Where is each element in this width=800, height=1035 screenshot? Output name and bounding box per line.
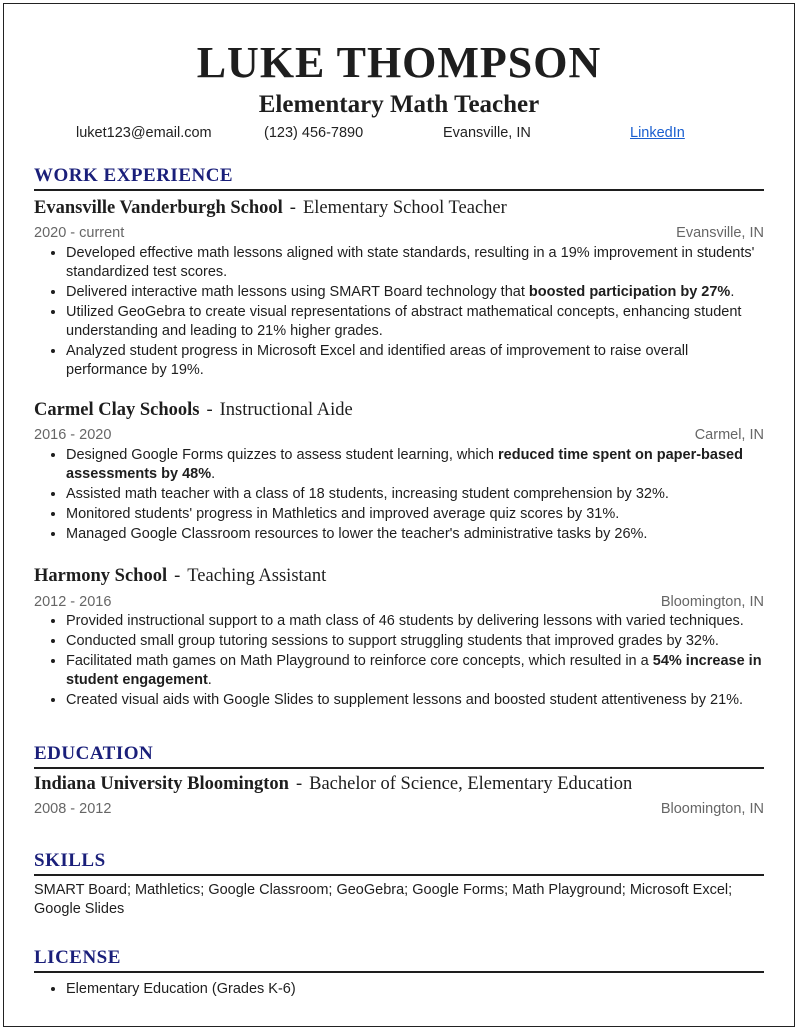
job-dates: 2020 - current — [34, 225, 125, 241]
education-location: Bloomington, IN — [660, 801, 764, 817]
linkedin-link[interactable]: LinkedIn — [630, 125, 685, 141]
job-title: Elementary Math Teacher — [258, 91, 540, 118]
list-item: • Developed effective math lessons aligned with state standards, resulting in a 19% improvement in students' standardized test scores. — [66, 244, 764, 282]
job-header — [34, 196, 764, 220]
job-role: Instructional Aide — [219, 400, 353, 420]
job-meta — [34, 224, 764, 242]
list-item: • Elementary Education (Grades K-6) — [66, 980, 764, 999]
list-item: • Facilitated math games on Math Playground to reinforce core concepts, which resulted in a 54% increase in student engagement. — [66, 652, 764, 690]
job-location: Carmel, IN — [694, 427, 764, 443]
separator: - — [174, 566, 181, 586]
job-meta — [34, 593, 764, 611]
phone-text: (123) 456-7890 — [264, 125, 364, 141]
contact-row — [4, 125, 794, 145]
education-meta — [34, 800, 764, 818]
degree: Bachelor of Science, — [309, 774, 463, 794]
school-name: Indiana University Bloomington — [34, 774, 289, 794]
location-text: Evansville, IN — [443, 125, 531, 141]
field-of-study: Elementary Education — [467, 774, 633, 794]
email-text: luket123@email.com — [76, 125, 212, 141]
job-dates: 2012 - 2016 — [34, 594, 112, 610]
job-location: Evansville, IN — [676, 225, 764, 241]
job-meta — [34, 426, 764, 444]
list-item: • Managed Google Classroom resources to lower the teacher's administrative tasks by 26%. — [66, 525, 764, 544]
license-list — [34, 980, 764, 1000]
job-bullets — [34, 244, 764, 381]
job-bullets — [34, 446, 764, 545]
separator: - — [206, 400, 213, 420]
list-item: • Analyzed student progress in Microsoft Excel and identified areas of improvement to raise overall performance by 19%. — [66, 342, 764, 380]
job-role: Teaching Assistant — [187, 566, 327, 586]
list-item: • Monitored students' progress in Mathletics and improved average quiz scores by 31%. — [66, 505, 764, 524]
education-heading: EDUCATION — [34, 742, 764, 769]
list-item: • Provided instructional support to a math class of 46 students by delivering lessons with varied techniques. — [66, 612, 764, 631]
list-item: • Conducted small group tutoring sessions to support struggling students that improved grades by 32%. — [66, 632, 764, 651]
list-item: • Utilized GeoGebra to create visual representations of abstract mathematical concepts, enhancing student understanding and leading to 21% higher grades. — [66, 303, 764, 341]
resume-page — [3, 3, 795, 1027]
separator: - — [295, 774, 303, 794]
job-dates: 2016 - 2020 — [34, 427, 112, 443]
job-header — [34, 398, 764, 422]
employer-name: Carmel Clay Schools — [34, 400, 200, 420]
employer-name: Harmony School — [34, 566, 168, 586]
skills-text: SMART Board; Mathletics; Google Classroom; GeoGebra; Google Forms; Math Playground; Microsoft Excel; Google Slides — [34, 882, 733, 917]
employer-name: Evansville Vanderburgh School — [34, 198, 283, 218]
separator: - — [289, 198, 296, 218]
job-header — [34, 564, 764, 588]
skills-heading: SKILLS — [34, 849, 764, 876]
job-role: Elementary School Teacher — [302, 198, 507, 218]
education-dates: 2008 - 2012 — [34, 801, 112, 817]
list-item: • Delivered interactive math lessons using SMART Board technology that boosted participation by 27%. — [66, 283, 764, 302]
work-experience-heading: WORK EXPERIENCE — [34, 164, 764, 191]
list-item: • Assisted math teacher with a class of 18 students, increasing student comprehension by 32%. — [66, 485, 764, 504]
candidate-name: LUKE THOMPSON — [196, 38, 602, 87]
job-bullets — [34, 612, 764, 711]
list-item: • Designed Google Forms quizzes to assess student learning, which reduced time spent on paper-based assessments by 48%. — [66, 446, 764, 484]
education-header — [34, 772, 764, 796]
list-item: • Created visual aids with Google Slides to supplement lessons and boosted student attentiveness by 21%. — [66, 691, 764, 710]
license-heading: LICENSE — [34, 946, 764, 973]
job-location: Bloomington, IN — [660, 594, 764, 610]
